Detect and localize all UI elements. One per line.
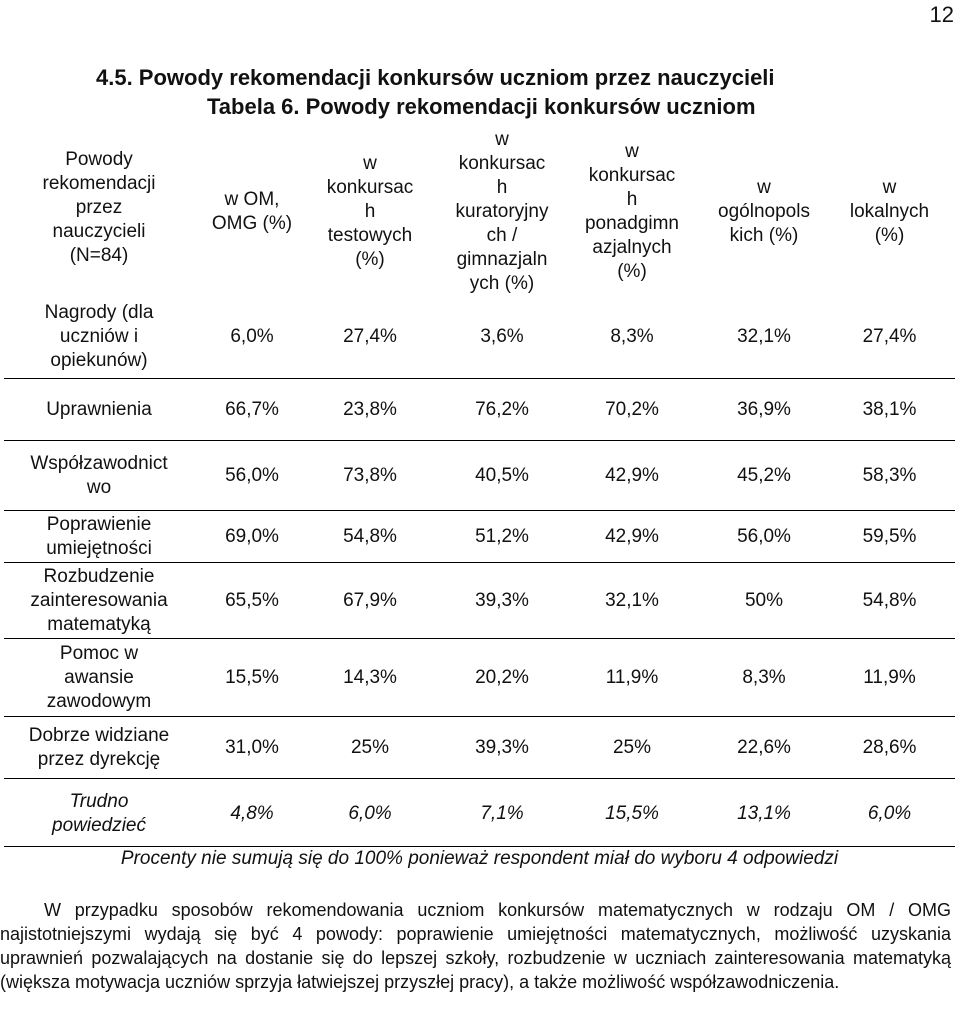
page-number: 12 (929, 2, 954, 27)
row-label: Uprawnienia (46, 399, 152, 420)
value-cell: 56,0% (225, 465, 279, 486)
value-cell: 8,3% (610, 326, 654, 347)
value-cell: 25% (612, 737, 652, 758)
value-cell: 69,0% (225, 526, 279, 547)
row-label: Rozbudzenie zainteresowania matematyką (30, 566, 168, 635)
table-footnote: Procenty nie sumują się do 100% ponieważ respondent miał do wyboru 4 odpowiedzi (120, 848, 839, 869)
table-header-row (4, 122, 955, 302)
header-cell: w ogólnopols kich (%) (718, 177, 810, 246)
body-paragraph (0, 898, 951, 994)
value-cell: 38,1% (862, 399, 917, 420)
value-cell: 27,4% (343, 326, 397, 347)
value-cell: 39,3% (475, 737, 529, 758)
value-cell: 31,0% (225, 737, 279, 758)
value-cell: 65,5% (225, 590, 279, 611)
value-cell: 42,9% (605, 465, 659, 486)
table-row (4, 442, 955, 511)
header-cell: w OM, OMG (%) (211, 189, 293, 234)
value-cell: 59,5% (862, 526, 917, 547)
value-cell: 11,9% (605, 667, 659, 688)
row-label: Trudno powiedzieć (52, 791, 146, 836)
value-cell: 4,8% (230, 803, 274, 824)
value-cell: 13,1% (737, 803, 791, 824)
table-row (4, 640, 955, 717)
table-row (4, 564, 955, 639)
value-cell: 11,9% (863, 667, 916, 688)
value-cell: 32,1% (737, 326, 791, 347)
value-cell: 73,8% (343, 465, 397, 486)
value-cell: 7,1% (480, 803, 524, 824)
row-label: Nagrody (dla uczniów i opiekunów) (44, 302, 154, 371)
value-cell: 6,0% (348, 803, 392, 824)
value-cell: 66,7% (225, 399, 279, 420)
value-cell: 32,1% (605, 590, 659, 611)
value-cell: 42,9% (605, 526, 659, 547)
paragraph-text: W przypadku sposobów rekomendowania uczniom konkursów matematycznych w rodzaju OM / OMG najistotniejszymi wydają się być 4 powody: poprawienie umiejętności matematycznych, możliwość uzyskania uprawnień pozwalających na dostanie się do lepszej szkoły, rozbudzenie w uczniach zainteresowania matematyką (większa motywacja uczniów sprzyja łatwiejszej przyszłej pracy), a także możliwość współzawodniczenia. (0, 900, 951, 992)
row-label: Dobrze widziane przez dyrekcję (28, 725, 170, 770)
value-cell: 70,2% (605, 399, 659, 420)
value-cell: 28,6% (862, 737, 917, 758)
value-cell: 67,9% (343, 590, 397, 611)
section-heading: 4.5. Powody rekomendacji konkursów uczniom przez nauczycieli (96, 65, 775, 90)
value-cell: 20,2% (475, 667, 529, 688)
header-cell: Powody rekomendacji przez nauczycieli (N=84) (42, 149, 156, 266)
header-cell: w konkursac h testowych (%) (326, 153, 414, 270)
table-row (4, 380, 955, 441)
value-cell: 45,2% (737, 465, 791, 486)
value-cell: 27,4% (862, 326, 917, 347)
value-cell: 58,3% (862, 465, 917, 486)
value-cell: 14,3% (343, 667, 397, 688)
value-cell: 22,6% (737, 737, 791, 758)
value-cell: 23,8% (343, 399, 397, 420)
value-cell: 36,9% (737, 399, 791, 420)
value-cell: 39,3% (475, 590, 529, 611)
table-row (4, 718, 955, 779)
value-cell: 3,6% (480, 326, 524, 347)
header-cell: w konkursac h ponadgimn azjalnych (%) (584, 141, 680, 282)
table-row (4, 782, 955, 847)
value-cell: 6,0% (867, 803, 912, 824)
header-cell: w lokalnych (%) (849, 177, 930, 246)
value-cell: 54,8% (343, 526, 397, 547)
table-row (4, 296, 955, 379)
value-cell: 50% (744, 590, 784, 611)
value-cell: 15,5% (225, 667, 279, 688)
value-cell: 8,3% (742, 667, 786, 688)
value-cell: 6,0% (230, 326, 274, 347)
table-row (4, 512, 955, 563)
value-cell: 25% (350, 737, 390, 758)
table-caption: Tabela 6. Powody rekomendacji konkursów uczniom (207, 94, 756, 119)
value-cell: 40,5% (475, 465, 529, 486)
value-cell: 56,0% (737, 526, 791, 547)
value-cell: 54,8% (862, 590, 917, 611)
header-cell: w konkursac h kuratoryjny ch / gimnazjaln ych (%) (455, 129, 549, 294)
row-label: Współzawodnict wo (30, 453, 168, 498)
value-cell: 76,2% (475, 399, 529, 420)
row-label: Poprawienie umiejętności (46, 514, 152, 559)
row-label: Pomoc w awansie zawodowym (46, 643, 152, 712)
value-cell: 15,5% (605, 803, 659, 824)
value-cell: 51,2% (475, 526, 529, 547)
